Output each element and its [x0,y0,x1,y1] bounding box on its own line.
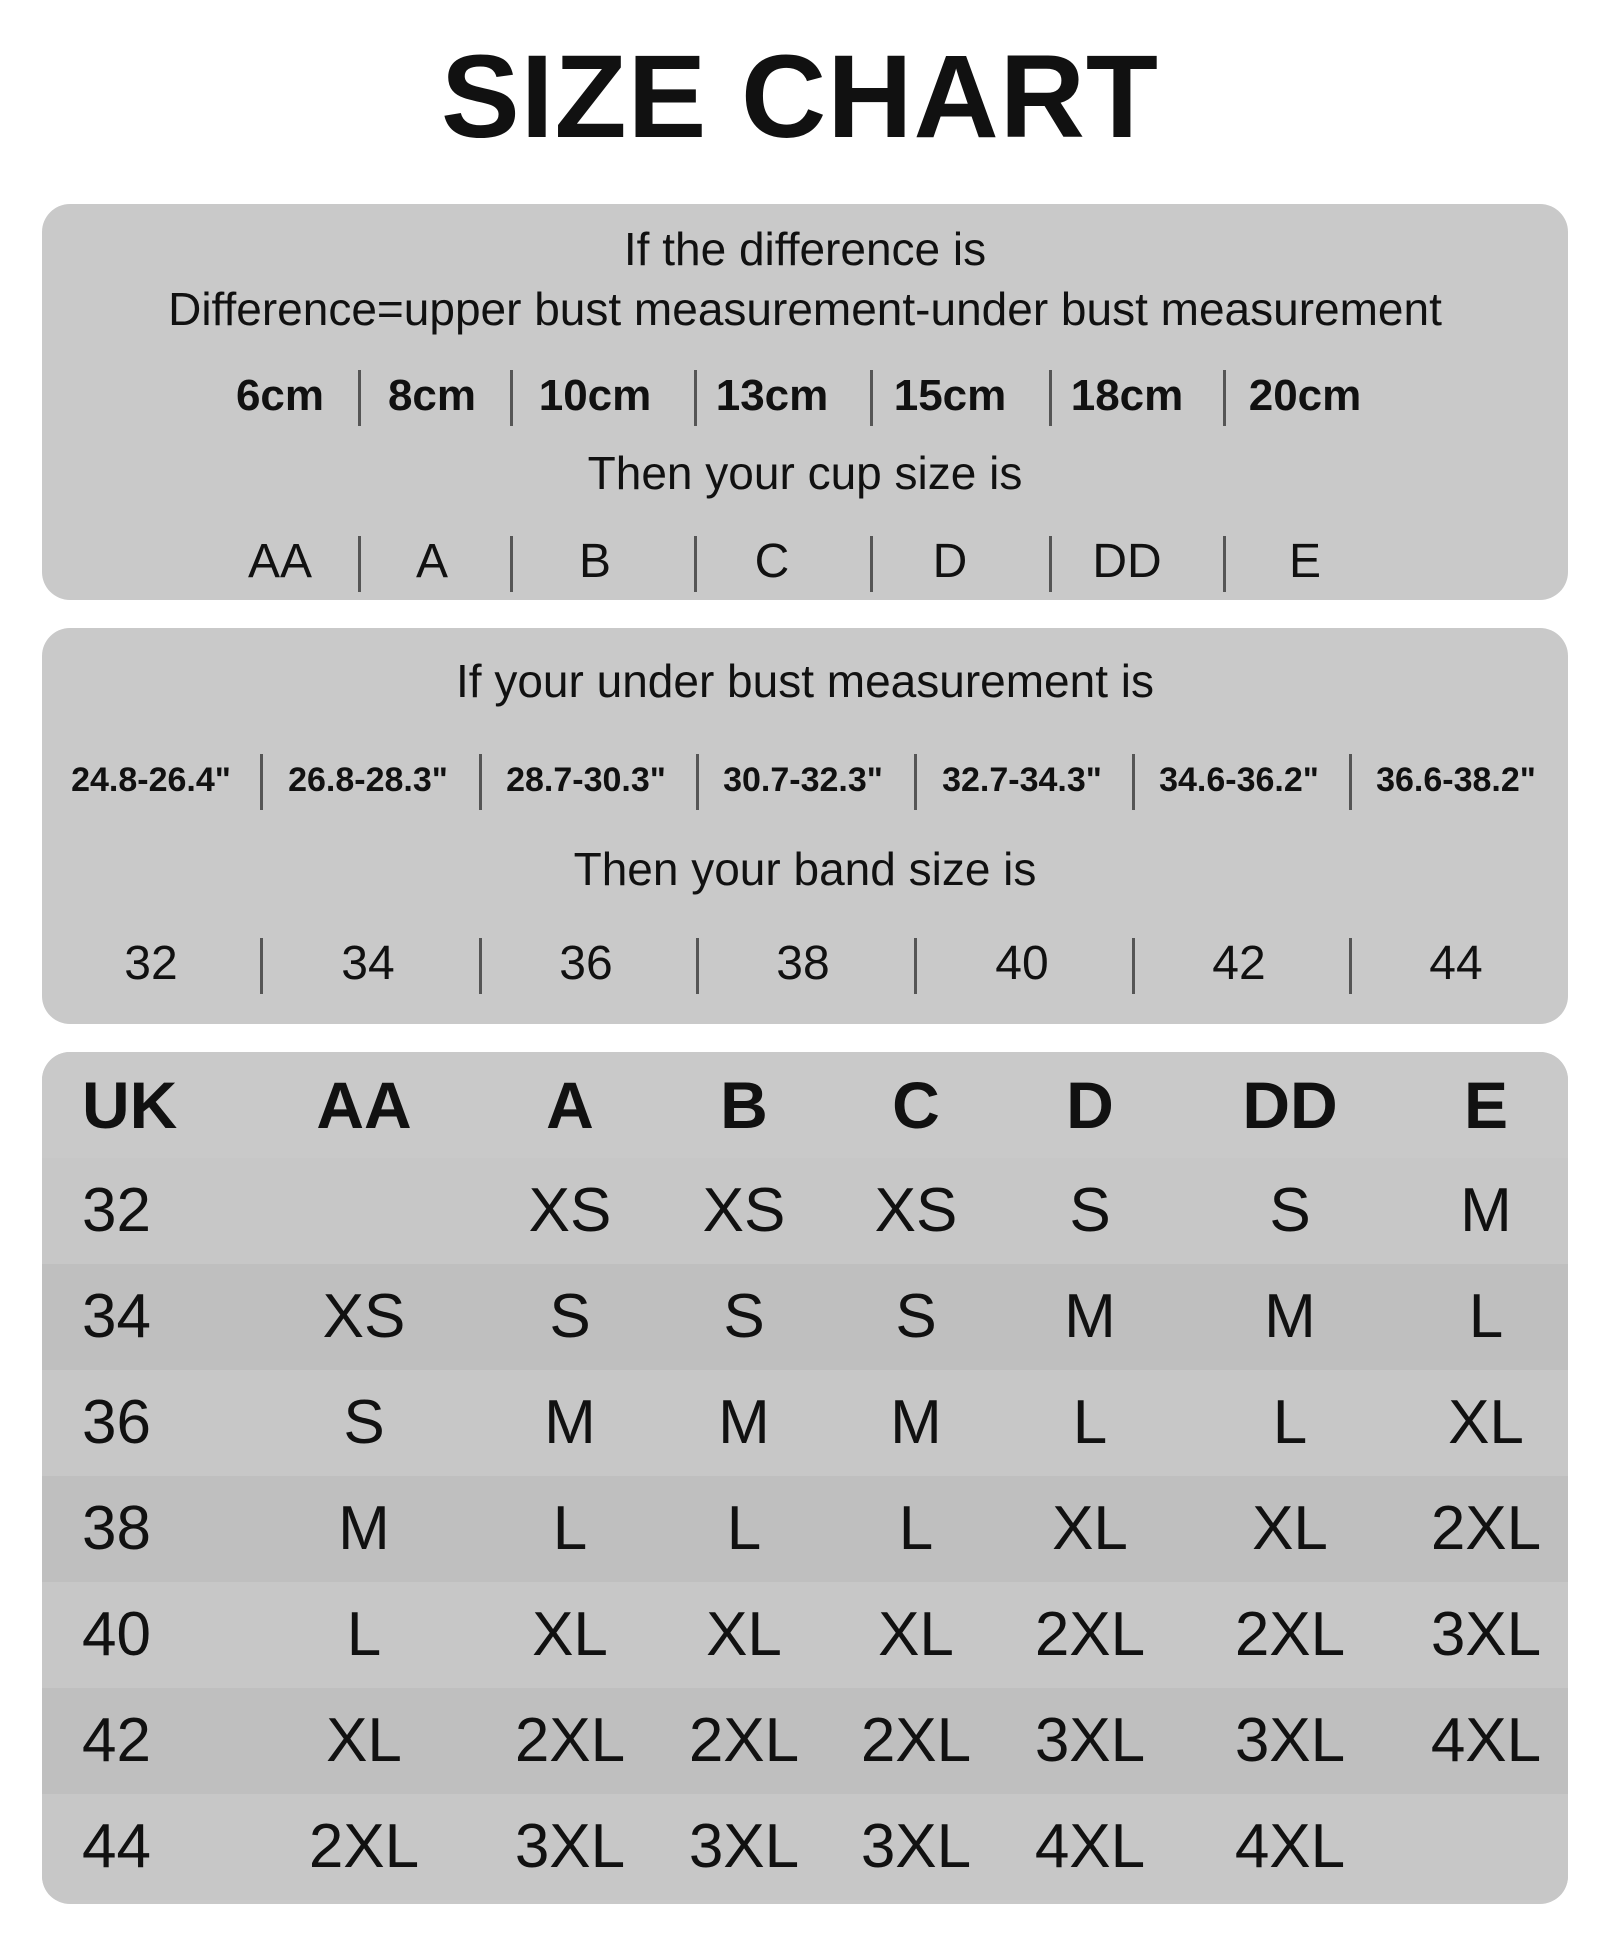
band-size-cell: 34 [82,1282,151,1351]
underbust-range: 28.7-30.3" [506,761,666,799]
cup-size-panel [42,204,1568,600]
size-cell: M [1264,1282,1316,1351]
column-separator [870,370,873,426]
difference-value: 20cm [1248,371,1362,420]
table-row [42,1158,1568,1264]
size-cell [1391,1794,1568,1900]
cup-value: AA [247,535,313,588]
table-row [42,1264,1568,1370]
size-cell: M [544,1388,596,1457]
table-header-cell: A [546,1068,594,1142]
band-size-cell: 38 [82,1494,151,1563]
column-separator [1049,370,1052,426]
column-separator [510,370,513,426]
difference-value: 10cm [538,371,652,420]
size-cell: 3XL [860,1812,972,1881]
underbust-range: 24.8-26.4" [71,761,231,799]
cup-value: A [415,535,448,588]
cup-result-text: Then your cup size is [587,447,1023,499]
size-cell: XL [1052,1494,1128,1563]
underbust-range: 26.8-28.3" [288,761,448,799]
underbust-range: 36.6-38.2" [1376,761,1536,799]
table-header-cell: AA [316,1068,412,1142]
size-cell: XL [878,1600,954,1669]
size-cell: XS [322,1282,406,1351]
size-cell: XL [1252,1494,1328,1563]
band-size-cell: 36 [82,1388,151,1457]
table-header-cell: B [720,1068,768,1142]
table-header-cell: D [1066,1068,1114,1142]
column-separator [1132,938,1135,994]
size-cell: M [338,1494,390,1563]
underbust-ranges-row [42,748,1568,812]
underbust-range: 34.6-36.2" [1159,761,1319,799]
table-header-row [42,1052,1568,1158]
band-value: 32 [124,937,178,990]
size-cell: L [898,1494,934,1563]
band-size-panel [42,628,1568,1024]
difference-value: 8cm [387,371,477,420]
band-intro-text: If your under bust measurement is [456,655,1154,707]
band-value: 34 [341,937,395,990]
band-size-cell: 40 [82,1600,151,1669]
cup-value: DD [1092,535,1162,588]
band-value: 40 [995,937,1049,990]
size-conversion-table [42,1052,1568,1904]
size-cell: 3XL [514,1812,626,1881]
column-separator [358,536,361,592]
column-separator [1349,938,1352,994]
size-cell: L [1072,1388,1108,1457]
cup-intro-text: If the difference is [623,223,987,275]
size-cell: 4XL [1430,1706,1542,1775]
size-cell: M [718,1388,770,1457]
size-cell: XS [702,1176,786,1245]
cup-value: C [754,535,790,588]
size-cell: 3XL [688,1812,800,1881]
table-row [42,1370,1568,1476]
page-title: SIZE CHART [441,31,1159,163]
size-cell: XL [706,1600,782,1669]
column-separator [696,754,699,810]
column-separator [358,370,361,426]
size-cell: S [1069,1176,1111,1245]
size-cell: 2XL [688,1706,800,1775]
size-cell: S [723,1282,765,1351]
size-cell: 2XL [860,1706,972,1775]
band-values-row [42,932,1568,996]
column-separator [1349,754,1352,810]
table-header-cell: E [1463,1068,1509,1142]
difference-value: 18cm [1070,371,1184,420]
size-cell: S [343,1388,385,1457]
table-row [42,1582,1568,1688]
table-header-cell: DD [1242,1068,1338,1142]
size-cell: 3XL [1430,1600,1542,1669]
underbust-range: 32.7-34.3" [942,761,1102,799]
column-separator [694,370,697,426]
size-cell: 4XL [1034,1812,1146,1881]
size-cell: 4XL [1234,1812,1346,1881]
size-cell: 2XL [514,1706,626,1775]
size-cell: M [890,1388,942,1457]
size-cell: M [1064,1282,1116,1351]
size-cell: L [552,1494,588,1563]
band-size-cell: 42 [82,1706,151,1775]
column-separator [1132,754,1135,810]
difference-value: 6cm [235,371,325,420]
size-cell: L [1468,1282,1504,1351]
cup-value: E [1288,535,1321,588]
difference-value: 15cm [893,371,1007,420]
column-separator [260,754,263,810]
cup-value: B [578,535,611,588]
band-size-cell: 32 [82,1176,151,1245]
size-cell: S [1269,1176,1311,1245]
column-separator [694,536,697,592]
column-separator [1223,370,1226,426]
column-separator [914,938,917,994]
size-cell: XS [874,1176,958,1245]
table-row [42,1688,1568,1794]
column-separator [870,536,873,592]
size-cell: L [726,1494,762,1563]
column-separator [696,938,699,994]
size-cell: 2XL [1034,1600,1146,1669]
difference-formula-text: Difference=upper bust measurement-under bust measurement [168,283,1442,335]
column-separator [479,938,482,994]
difference-values-row [42,364,1568,428]
cup-values-row [42,530,1568,594]
column-separator [510,536,513,592]
size-cell: 3XL [1234,1706,1346,1775]
column-separator [1223,536,1226,592]
column-separator [1049,536,1052,592]
size-cell: 2XL [308,1812,420,1881]
size-cell: S [549,1282,591,1351]
band-result-text: Then your band size is [573,843,1037,895]
column-separator [479,754,482,810]
table-header-cell: UK [82,1068,178,1142]
size-cell: L [346,1600,382,1669]
band-size-cell: 44 [82,1812,151,1881]
table-row [42,1794,1568,1900]
difference-value: 13cm [715,371,829,420]
column-separator [260,938,263,994]
size-cell: 2XL [1430,1494,1542,1563]
size-cell: L [1272,1388,1308,1457]
table-header-cell: C [892,1068,940,1142]
size-cell: 2XL [1234,1600,1346,1669]
band-value: 38 [776,937,830,990]
band-value: 44 [1429,937,1483,990]
band-value: 36 [559,937,613,990]
underbust-range: 30.7-32.3" [723,761,883,799]
size-cell: XS [528,1176,612,1245]
size-cell: 3XL [1034,1706,1146,1775]
size-cell: XL [326,1706,402,1775]
size-cell: XL [532,1600,608,1669]
table-row [42,1476,1568,1582]
size-cell: S [895,1282,937,1351]
size-cell: M [1460,1176,1512,1245]
band-value: 42 [1212,937,1266,990]
column-separator [914,754,917,810]
size-cell: XL [1448,1388,1524,1457]
cup-value: D [932,535,968,588]
size-cell [269,1158,459,1264]
